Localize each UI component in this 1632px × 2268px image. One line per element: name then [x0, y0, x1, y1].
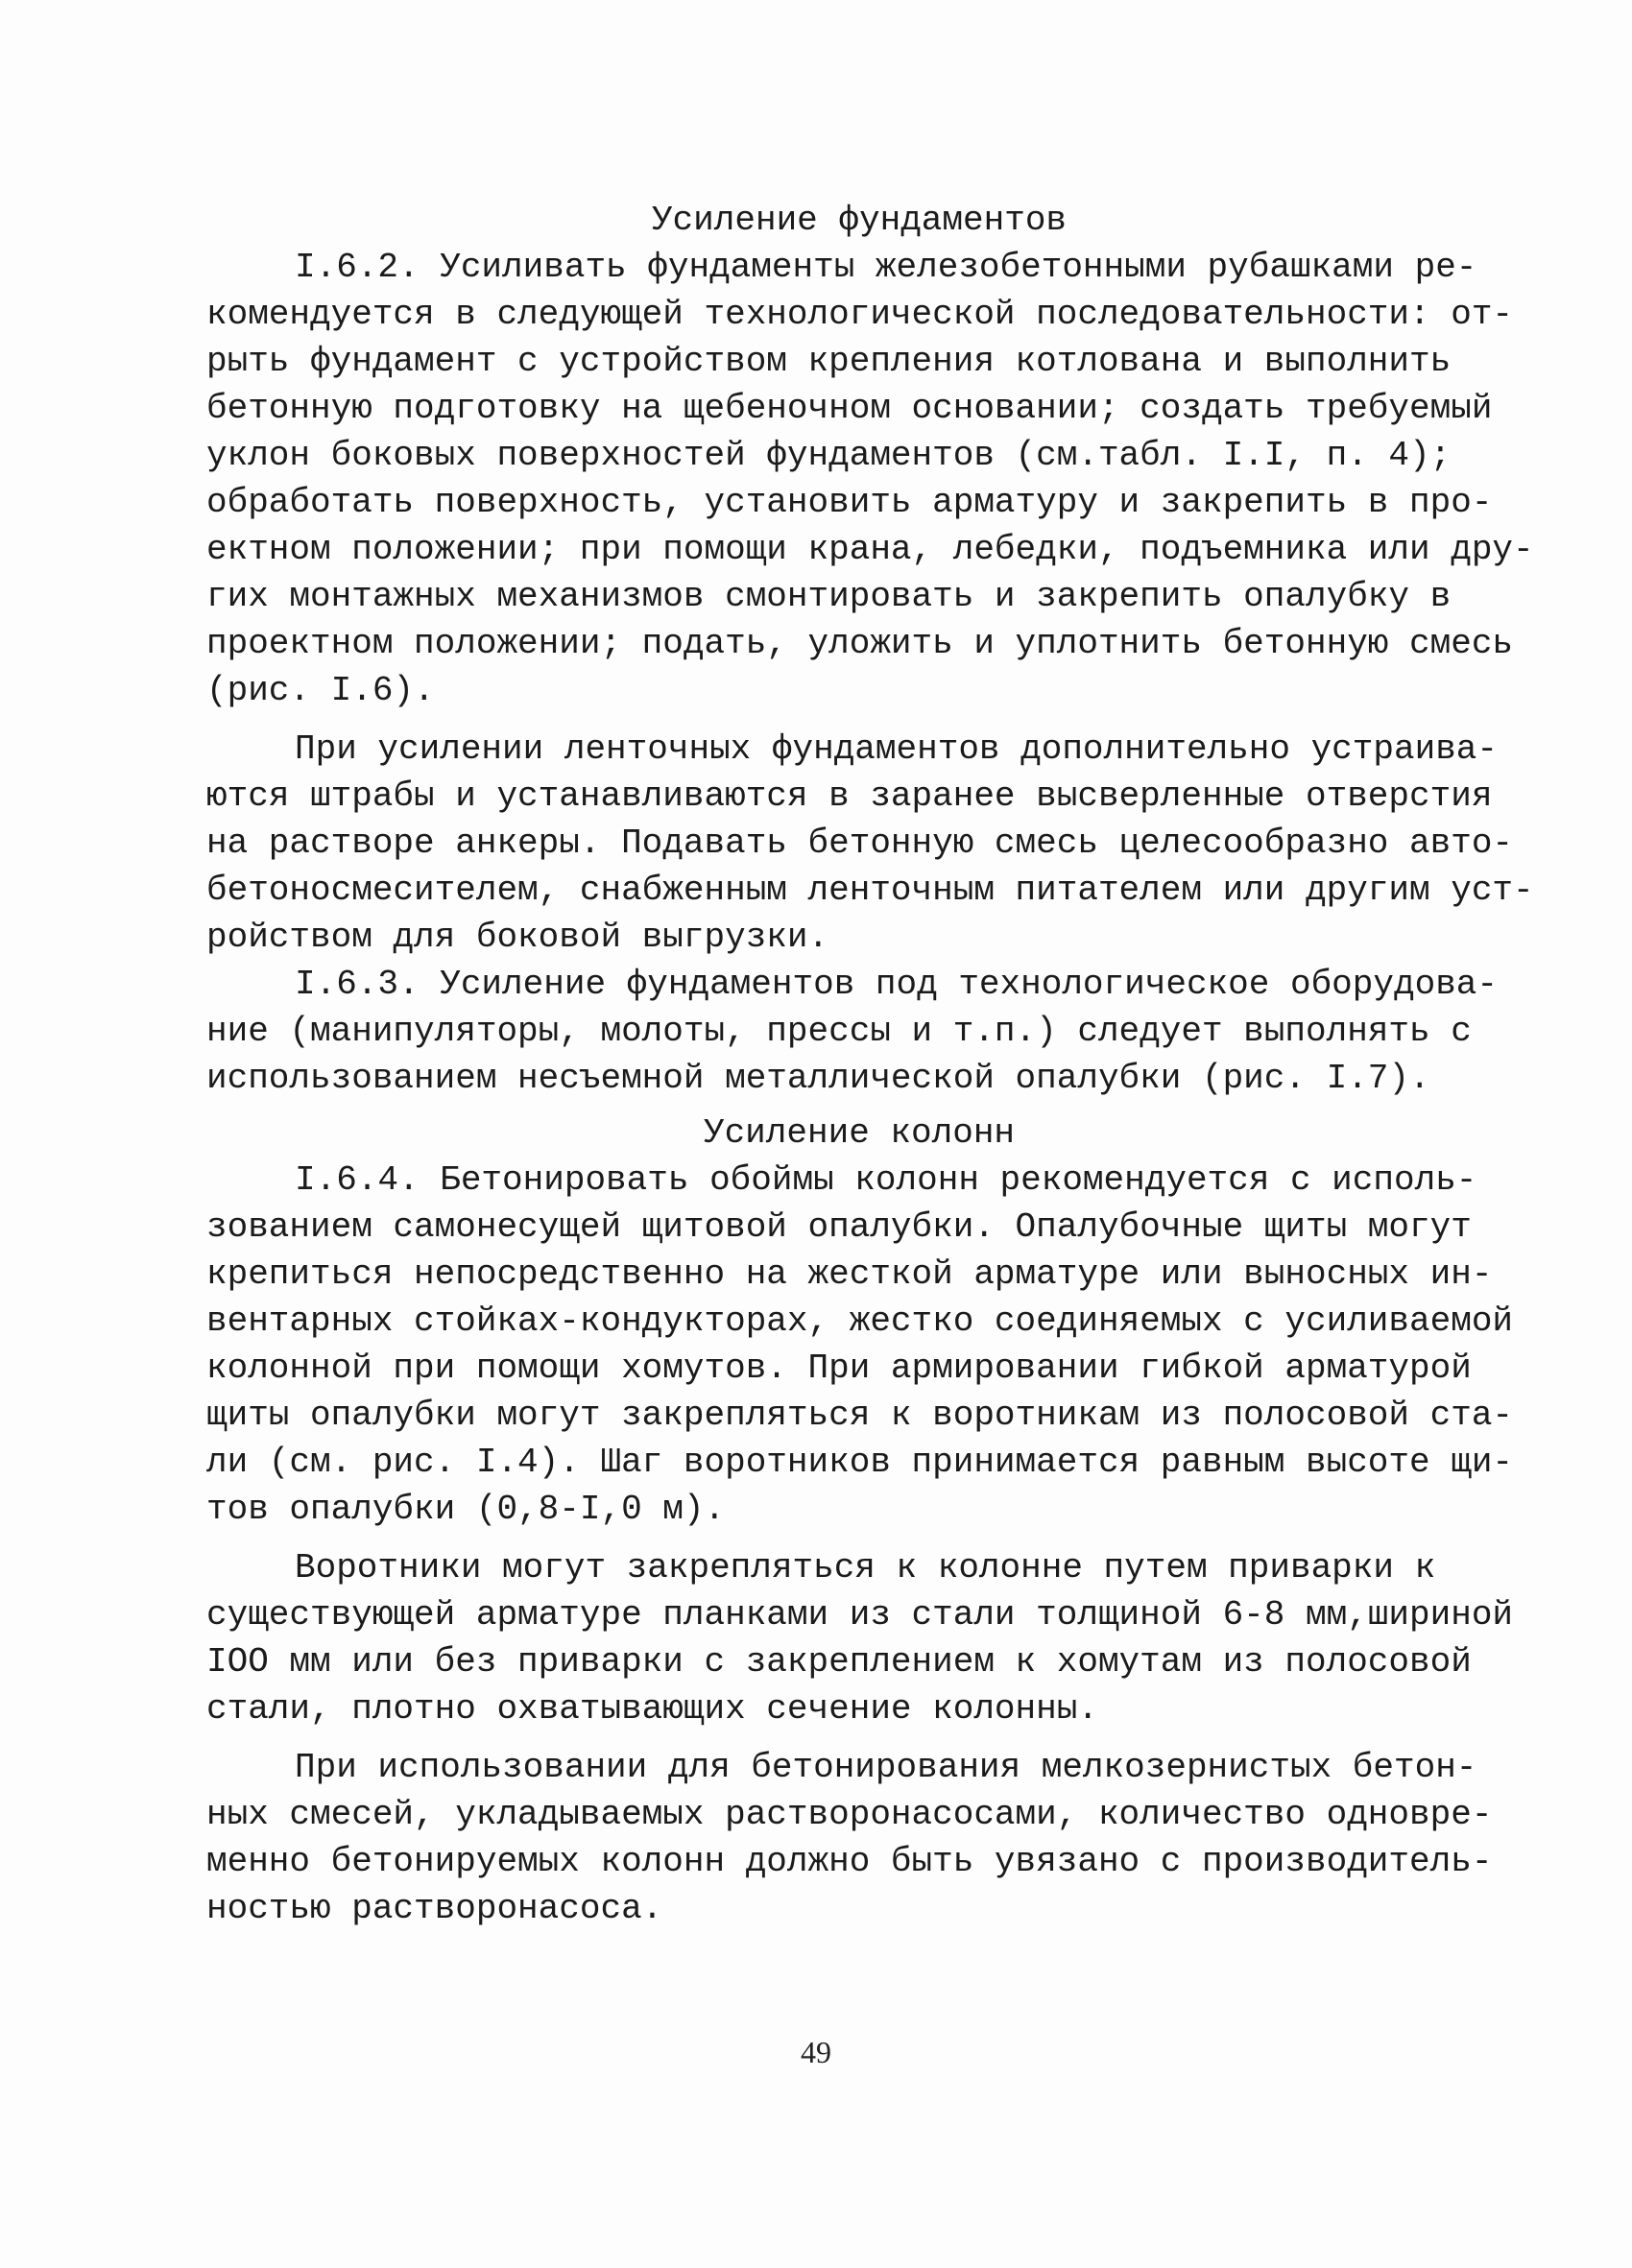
- text-line: тов опалубки (0,8-I,0 м).: [206, 1490, 726, 1529]
- text-line: стали, плотно охватывающих сечение колонны.: [206, 1689, 1098, 1729]
- section-heading-foundations: Усиление фундаментов: [651, 201, 1068, 240]
- text-line: рыть фундамент с устройством крепления котлована и выполнить: [206, 342, 1452, 381]
- text-line: ние (манипуляторы, молоты, прессы и т.п.) следует выполнять с: [206, 1012, 1472, 1051]
- text-line: колонной при помощи хомутов. При армировании гибкой арматурой: [206, 1349, 1472, 1388]
- text-line: на растворе анкеры. Подавать бетонную смесь целесообразно авто-: [206, 824, 1514, 863]
- text-line: комендуется в следующей технологической последовательности: от-: [206, 295, 1514, 334]
- text-line: I.6.3. Усиление фундаментов под технологическое оборудова-: [295, 965, 1499, 1004]
- text-line: При использовании для бетонирования мелкозернистых бетон-: [295, 1748, 1477, 1787]
- paragraph-1-6-3: [206, 961, 1499, 1102]
- text-line: вентарных стойках-кондукторах, жестко соединяемых с усиливаемой: [206, 1301, 1514, 1341]
- text-line: использованием несъемной металлической опалубки (рис. I.7).: [206, 1059, 1430, 1098]
- page-number: 49: [801, 2035, 831, 2069]
- text-line: ли (см. рис. I.4). Шаг воротников принимается равным высоте щи-: [206, 1443, 1514, 1482]
- text-line: При усилении ленточных фундаментов дополнительно устраива-: [295, 729, 1499, 769]
- text-line: щиты опалубки могут закрепляться к воротникам из полосовой ста-: [206, 1396, 1514, 1435]
- paragraph-strip-foundations: [206, 726, 1534, 961]
- text-line: ройством для боковой выгрузки.: [206, 918, 829, 957]
- paragraph-1-6-2: [206, 244, 1534, 714]
- text-line: бетоносмесителем, снабженным ленточным питателем или другим уст-: [206, 871, 1534, 910]
- paragraph-1-6-4: [206, 1157, 1514, 1533]
- text-line: обработать поверхность, установить арматуру и закрепить в про-: [206, 483, 1493, 522]
- text-line: IOO мм или без приварки с закреплением к хомутам из полосовой: [206, 1642, 1472, 1682]
- section-heading-columns: Усиление колонн: [703, 1113, 1016, 1153]
- text-line: менно бетонируемых колонн должно быть увязано с производитель-: [206, 1842, 1493, 1881]
- text-line: уклон боковых поверхностей фундаментов (см.табл. I.I, п. 4);: [206, 436, 1452, 475]
- paragraph-collars: [206, 1544, 1514, 1732]
- paragraph-fine-grained-concrete: [206, 1744, 1493, 1932]
- text-line: Воротники могут закрепляться к колонне путем приварки к: [295, 1548, 1436, 1588]
- text-line: ектном положении; при помощи крана, лебедки, подъемника или дру-: [206, 530, 1534, 569]
- text-line: ностью растворонасоса.: [206, 1889, 663, 1928]
- text-line: ются штрабы и устанавливаются в заранее высверленные отверстия: [206, 776, 1493, 816]
- text-line: существующей арматуре планками из стали толщиной 6-8 мм,шириной: [206, 1595, 1514, 1635]
- text-line: зованием самонесущей щитовой опалубки. Опалубочные щиты могут: [206, 1207, 1472, 1247]
- text-block: [206, 197, 1534, 1932]
- text-line: I.6.2. Усиливать фундаменты железобетонными рубашками ре-: [295, 248, 1477, 287]
- text-line: гих монтажных механизмов смонтировать и закрепить опалубку в: [206, 577, 1452, 616]
- text-line: ных смесей, укладываемых растворонасосами, количество одновре-: [206, 1795, 1493, 1834]
- text-line: бетонную подготовку на щебеночном основании; создать требуемый: [206, 389, 1493, 428]
- text-line: крепиться непосредственно на жесткой арматуре или выносных ин-: [206, 1254, 1493, 1294]
- text-line: (рис. I.6).: [206, 671, 435, 710]
- text-line: проектном положении; подать, уложить и уплотнить бетонную смесь: [206, 624, 1514, 663]
- text-line: I.6.4. Бетонировать обоймы колонн рекомендуется с исполь-: [295, 1160, 1477, 1200]
